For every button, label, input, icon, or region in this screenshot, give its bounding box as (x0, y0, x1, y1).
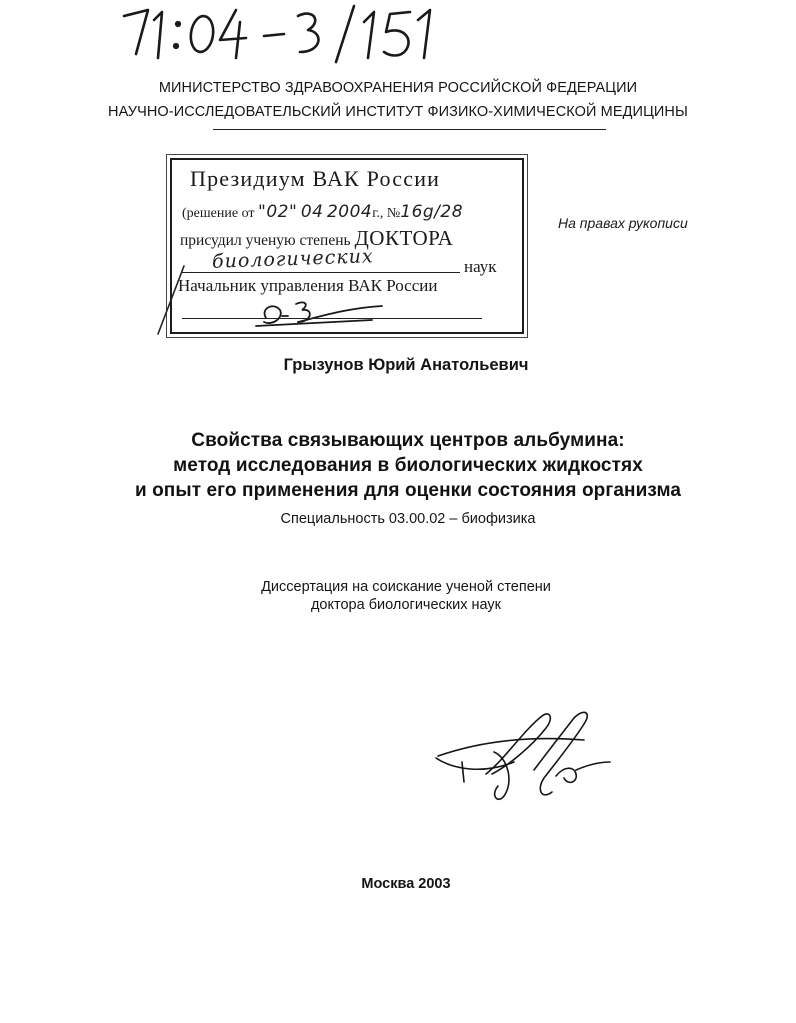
field-underline (182, 272, 460, 273)
decision-year-suffix: г., № (372, 206, 401, 221)
stamp-title: Президиум ВАК России (190, 166, 441, 191)
field-handwritten: биологических (211, 245, 374, 273)
city-year: Москва 2003 (361, 876, 451, 892)
author-signature (424, 700, 624, 812)
decision-day: "02" (258, 202, 298, 222)
decision-number: 16g/28 (400, 202, 464, 222)
stamp-decision-line (182, 202, 463, 222)
title-line-1: Свойства связывающих центров альбумина: (191, 430, 625, 451)
stamp-head-title: Начальник управления ВАК России (178, 276, 438, 295)
ministry-name: МИНИСТЕРСТВО ЗДРАВООХРАНЕНИЯ РОССИЙСКОЙ ФЕДЕРАЦИИ (158, 80, 638, 96)
stamp-signature (252, 296, 392, 330)
header-divider (213, 129, 606, 130)
archive-number-handwritten (118, 2, 438, 64)
title-line-3: и опыт его применения для оценки состояния организма (134, 480, 682, 501)
author-name: Грызунов Юрий Анатольевич (283, 356, 529, 374)
degree-name: ДОКТОРА (354, 226, 454, 250)
specialty: Специальность 03.00.02 – биофизика (280, 511, 536, 527)
signature-line (182, 318, 482, 319)
title-line-2: метод исследования в биологических жидкостях (173, 455, 643, 476)
vak-stamp (170, 158, 524, 334)
decision-year: 2004 (326, 202, 373, 222)
manuscript-note: На правах рукописи (558, 215, 688, 231)
awarded-prefix: присудил ученую степень (180, 232, 351, 249)
sciences-word: наук (464, 257, 497, 276)
decision-month: 04 (300, 202, 324, 222)
institute-name: НАУЧНО-ИССЛЕДОВАТЕЛЬСКИЙ ИНСТИТУТ ФИЗИКО-ХИМИЧЕСКОЙ МЕДИЦИНЫ (108, 104, 688, 120)
thesis-line-2: доктора биологических наук (310, 597, 502, 613)
stamp-pen-stroke (150, 262, 190, 338)
thesis-line-1: Диссертация на соискание ученой степени (261, 579, 551, 595)
decision-prefix: (решение от (182, 206, 255, 221)
